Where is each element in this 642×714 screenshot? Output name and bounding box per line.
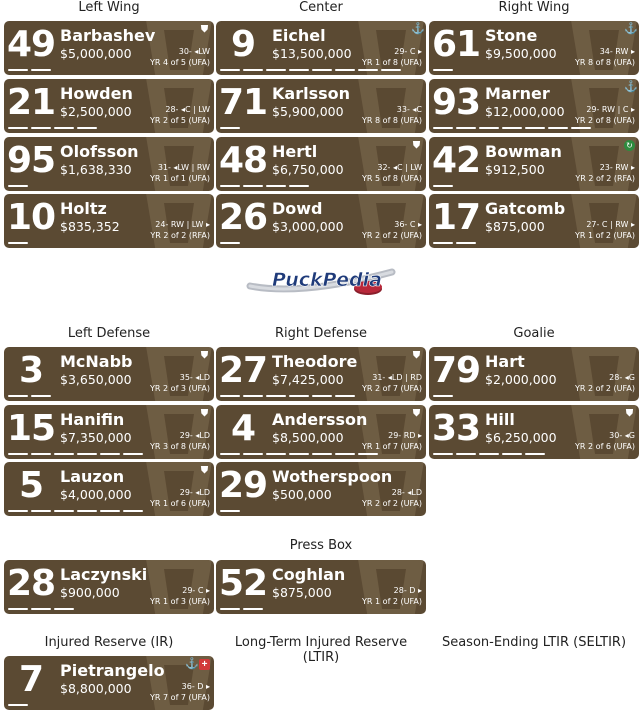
shield-icon: ⛊ bbox=[412, 350, 421, 361]
section-ir: Injured Reserve (IR) bbox=[44, 635, 174, 650]
age-position: 33- ◂C bbox=[396, 105, 422, 114]
contract-year-bar bbox=[243, 185, 263, 187]
player-name: Dowd bbox=[272, 199, 323, 218]
player-salary: $8,800,000 bbox=[60, 681, 132, 696]
player-number: 93 bbox=[431, 82, 481, 123]
contract-years: YR 4 of 5 (UFA) bbox=[150, 58, 210, 67]
player-card[interactable] bbox=[216, 347, 426, 401]
section-goalie: Goalie bbox=[513, 326, 555, 341]
contract-year-bar bbox=[433, 185, 453, 187]
contract-year-bar bbox=[433, 453, 453, 455]
player-name: Hill bbox=[485, 410, 515, 429]
contract-year-bar bbox=[312, 453, 332, 455]
contract-year-bar bbox=[54, 608, 74, 610]
contract-year-bar bbox=[243, 69, 263, 71]
contract-year-bar bbox=[289, 453, 309, 455]
player-salary: $5,000,000 bbox=[60, 46, 132, 61]
contract-year-bars bbox=[220, 608, 263, 611]
player-salary: $2,000,000 bbox=[485, 372, 557, 387]
medical-cross-icon: + bbox=[199, 659, 210, 670]
age-position: 28- ◂G bbox=[609, 373, 635, 382]
age-position: 30- ◂G bbox=[609, 431, 635, 440]
age-position: 31- ◂LD | RD bbox=[372, 373, 422, 382]
age-position: 29- RW | C ▸ bbox=[586, 105, 635, 114]
age-position: 34- RW ▸ bbox=[599, 47, 635, 56]
contract-year-bars bbox=[220, 453, 378, 456]
contract-year-bars bbox=[433, 185, 453, 188]
section-left-wing: Left Wing bbox=[78, 0, 140, 15]
contract-year-bar bbox=[548, 127, 568, 129]
player-name: Olofsson bbox=[60, 142, 139, 161]
player-number: 52 bbox=[218, 563, 268, 604]
player-name: Coghlan bbox=[272, 565, 346, 584]
player-name: Stone bbox=[485, 26, 538, 45]
contract-year-bar bbox=[8, 453, 28, 455]
player-salary: $12,000,000 bbox=[485, 104, 565, 119]
player-card[interactable] bbox=[216, 137, 426, 191]
section-seltir: Season-Ending LTIR (SELTIR) bbox=[441, 635, 627, 650]
player-salary: $3,000,000 bbox=[272, 219, 344, 234]
contract-year-bar bbox=[220, 69, 240, 71]
age-position: 29- ◂LD bbox=[179, 431, 210, 440]
contract-year-bars bbox=[220, 69, 401, 72]
contract-meta bbox=[150, 372, 210, 394]
section-right-wing: Right Wing bbox=[498, 0, 570, 15]
section-center: Center bbox=[299, 0, 343, 15]
contract-year-bar bbox=[31, 395, 51, 397]
age-position: 29- C ▸ bbox=[394, 47, 422, 56]
contract-year-bar bbox=[266, 453, 286, 455]
contract-meta bbox=[150, 219, 210, 241]
contract-year-bars bbox=[220, 127, 240, 130]
player-card[interactable] bbox=[216, 560, 426, 614]
contract-years: YR 2 of 3 (UFA) bbox=[150, 384, 210, 393]
contract-years: YR 2 of 2 (RFA) bbox=[575, 174, 635, 183]
player-number: 42 bbox=[431, 140, 481, 181]
age-position: 30- ◂LW bbox=[178, 47, 210, 56]
contract-years: YR 2 of 7 (UFA) bbox=[362, 384, 422, 393]
contract-year-bar bbox=[220, 608, 240, 610]
contract-years: YR 1 of 2 (UFA) bbox=[575, 231, 635, 240]
player-card[interactable] bbox=[429, 79, 639, 133]
player-number: 48 bbox=[218, 140, 268, 181]
section-ltir: Long-Term Injured Reserve (LTIR) bbox=[234, 635, 408, 665]
player-name: Hart bbox=[485, 352, 525, 371]
contract-meta bbox=[150, 681, 210, 703]
player-salary: $6,250,000 bbox=[485, 430, 557, 445]
player-salary: $1,638,330 bbox=[60, 162, 132, 177]
player-name: Eichel bbox=[272, 26, 326, 45]
contract-year-bars bbox=[433, 242, 476, 245]
contract-year-bars bbox=[8, 242, 28, 245]
contract-years: YR 3 of 8 (UFA) bbox=[150, 442, 210, 451]
age-position: 29- RD ▸ bbox=[388, 431, 422, 440]
contract-year-bars bbox=[433, 453, 545, 456]
player-card[interactable] bbox=[216, 194, 426, 248]
player-name: Karlsson bbox=[272, 84, 350, 103]
contract-year-bar bbox=[525, 453, 545, 455]
player-name: Barbashev bbox=[60, 26, 156, 45]
contract-year-bar bbox=[433, 242, 453, 244]
contract-meta bbox=[150, 585, 210, 607]
contract-year-bar bbox=[8, 242, 28, 244]
age-position: 31- ◂LW | RW bbox=[157, 163, 210, 172]
age-position: 23- RW ▸ bbox=[599, 163, 635, 172]
player-number: 5 bbox=[18, 465, 44, 506]
player-number: 9 bbox=[230, 24, 256, 65]
player-number: 79 bbox=[431, 350, 481, 391]
contract-years: YR 8 of 8 (UFA) bbox=[575, 58, 635, 67]
anchor-icon: ⚓ bbox=[411, 23, 425, 35]
player-salary: $9,500,000 bbox=[485, 46, 557, 61]
player-card[interactable] bbox=[4, 347, 214, 401]
player-salary: $2,500,000 bbox=[60, 104, 132, 119]
player-name: Bowman bbox=[485, 142, 562, 161]
player-salary: $8,500,000 bbox=[272, 430, 344, 445]
contract-years: YR 1 of 8 (UFA) bbox=[362, 58, 422, 67]
contract-year-bar bbox=[220, 242, 240, 244]
contract-year-bar bbox=[289, 395, 309, 397]
player-name: Lauzon bbox=[60, 467, 125, 486]
contract-year-bar bbox=[31, 127, 51, 129]
age-position: 36- D ▸ bbox=[181, 682, 210, 691]
player-number: 26 bbox=[218, 197, 268, 238]
age-position: 35- ◂LD bbox=[179, 373, 210, 382]
player-card[interactable] bbox=[216, 405, 426, 459]
player-salary: $7,350,000 bbox=[60, 430, 132, 445]
contract-year-bar bbox=[8, 185, 28, 187]
shield-icon: ⛊ bbox=[200, 350, 209, 361]
contract-year-bar bbox=[479, 453, 499, 455]
age-position: 24- RW | LW ▸ bbox=[155, 220, 210, 229]
contract-meta bbox=[575, 104, 635, 126]
contract-year-bar bbox=[220, 395, 240, 397]
contract-years: YR 2 of 2 (UFA) bbox=[362, 499, 422, 508]
anchor-icon: ⚓ bbox=[185, 658, 199, 670]
player-card[interactable] bbox=[429, 21, 639, 75]
contract-year-bars bbox=[8, 704, 28, 707]
age-position: 36- C ▸ bbox=[394, 220, 422, 229]
contract-year-bar bbox=[123, 453, 143, 455]
player-card[interactable] bbox=[4, 194, 214, 248]
player-card[interactable] bbox=[4, 79, 214, 133]
contract-year-bars bbox=[220, 242, 240, 245]
player-number: 27 bbox=[218, 350, 268, 391]
green-arrow-icon: ↻ bbox=[624, 140, 635, 151]
player-salary: $835,352 bbox=[60, 219, 120, 234]
contract-year-bar bbox=[54, 510, 74, 512]
player-number: 29 bbox=[218, 465, 268, 506]
contract-year-bars bbox=[8, 395, 51, 398]
contract-meta bbox=[150, 162, 210, 184]
player-name: Hertl bbox=[272, 142, 318, 161]
player-card[interactable] bbox=[429, 405, 639, 459]
contract-year-bar bbox=[335, 395, 355, 397]
player-card[interactable] bbox=[4, 405, 214, 459]
contract-meta bbox=[575, 46, 635, 68]
player-number: 15 bbox=[6, 408, 56, 449]
player-name: Theodore bbox=[272, 352, 358, 371]
player-number: 17 bbox=[431, 197, 481, 238]
contract-year-bar bbox=[502, 453, 522, 455]
contract-year-bar bbox=[31, 608, 51, 610]
contract-year-bar bbox=[31, 453, 51, 455]
contract-years: YR 8 of 8 (UFA) bbox=[362, 116, 422, 125]
contract-meta bbox=[150, 430, 210, 452]
contract-year-bar bbox=[266, 395, 286, 397]
contract-year-bar bbox=[8, 127, 28, 129]
shield-icon: ⛊ bbox=[412, 140, 421, 151]
player-card[interactable] bbox=[216, 462, 426, 516]
player-card[interactable] bbox=[4, 21, 214, 75]
player-number: 95 bbox=[6, 140, 56, 181]
contract-meta bbox=[575, 430, 635, 452]
contract-year-bar bbox=[456, 127, 476, 129]
contract-year-bar bbox=[220, 127, 240, 129]
contract-year-bar bbox=[358, 453, 378, 455]
shield-icon: ⛊ bbox=[200, 24, 209, 35]
contract-year-bar bbox=[243, 453, 263, 455]
player-name: Laczynski bbox=[60, 565, 148, 584]
contract-meta bbox=[362, 104, 422, 126]
contract-year-bar bbox=[54, 453, 74, 455]
player-card[interactable] bbox=[4, 137, 214, 191]
player-card[interactable] bbox=[429, 347, 639, 401]
contract-years: YR 2 of 8 (UFA) bbox=[575, 116, 635, 125]
contract-year-bar bbox=[8, 510, 28, 512]
shield-icon: ⛊ bbox=[412, 408, 421, 419]
contract-meta bbox=[362, 162, 422, 184]
contract-year-bar bbox=[100, 453, 120, 455]
contract-year-bar bbox=[312, 69, 332, 71]
player-salary: $4,000,000 bbox=[60, 487, 132, 502]
contract-meta bbox=[362, 585, 422, 607]
contract-year-bar bbox=[220, 185, 240, 187]
player-salary: $912,500 bbox=[485, 162, 545, 177]
contract-meta bbox=[575, 219, 635, 241]
contract-year-bar bbox=[571, 127, 591, 129]
shield-icon: ⛊ bbox=[625, 408, 634, 419]
contract-years: YR 1 of 6 (UFA) bbox=[150, 499, 210, 508]
contract-meta bbox=[150, 46, 210, 68]
age-position: 27- C | RW ▸ bbox=[586, 220, 635, 229]
contract-years: YR 1 of 2 (UFA) bbox=[362, 597, 422, 606]
contract-year-bar bbox=[381, 69, 401, 71]
contract-year-bars bbox=[8, 510, 143, 513]
contract-year-bar bbox=[243, 608, 263, 610]
contract-year-bars bbox=[433, 127, 591, 130]
player-number: 61 bbox=[431, 24, 481, 65]
player-name: Gatcomb bbox=[485, 199, 566, 218]
player-card[interactable] bbox=[4, 462, 214, 516]
contract-years: YR 2 of 2 (UFA) bbox=[362, 231, 422, 240]
contract-year-bar bbox=[312, 395, 332, 397]
contract-year-bar bbox=[77, 127, 97, 129]
contract-year-bar bbox=[220, 453, 240, 455]
contract-year-bars bbox=[8, 185, 28, 188]
player-number: 49 bbox=[6, 24, 56, 65]
contract-years: YR 5 of 8 (UFA) bbox=[362, 174, 422, 183]
player-card[interactable] bbox=[429, 137, 639, 191]
contract-year-bars bbox=[8, 453, 143, 456]
contract-year-bar bbox=[456, 453, 476, 455]
contract-year-bar bbox=[433, 127, 453, 129]
shield-icon: ⛊ bbox=[200, 408, 209, 419]
section-left-defense: Left Defense bbox=[67, 326, 151, 341]
anchor-icon: ⚓ bbox=[624, 23, 638, 35]
contract-year-bar bbox=[358, 69, 378, 71]
player-name: Holtz bbox=[60, 199, 107, 218]
player-salary: $3,650,000 bbox=[60, 372, 132, 387]
contract-years: YR 7 of 7 (UFA) bbox=[150, 693, 210, 702]
contract-year-bar bbox=[8, 704, 28, 706]
player-number: 4 bbox=[230, 408, 256, 449]
svg-text:PuckPedia: PuckPedia bbox=[272, 269, 382, 291]
age-position: 29- ◂LD bbox=[179, 488, 210, 497]
contract-year-bars bbox=[433, 69, 453, 72]
contract-meta bbox=[362, 372, 422, 394]
contract-year-bars bbox=[8, 69, 51, 72]
contract-year-bar bbox=[31, 510, 51, 512]
contract-year-bar bbox=[77, 510, 97, 512]
contract-meta bbox=[362, 430, 422, 452]
contract-year-bar bbox=[8, 395, 28, 397]
contract-year-bar bbox=[8, 69, 28, 71]
player-salary: $6,750,000 bbox=[272, 162, 344, 177]
player-number: 10 bbox=[6, 197, 56, 238]
contract-year-bar bbox=[502, 127, 522, 129]
age-position: 28- ◂C | LW bbox=[165, 105, 210, 114]
age-position: 28- ◂LD bbox=[391, 488, 422, 497]
player-card[interactable] bbox=[216, 21, 426, 75]
section-right-defense: Right Defense bbox=[275, 326, 367, 341]
contract-year-bar bbox=[289, 69, 309, 71]
player-card[interactable] bbox=[429, 194, 639, 248]
contract-year-bar bbox=[335, 453, 355, 455]
contract-year-bars bbox=[8, 608, 74, 611]
contract-year-bar bbox=[77, 453, 97, 455]
player-salary: $500,000 bbox=[272, 487, 332, 502]
contract-years: YR 1 of 1 (UFA) bbox=[150, 174, 210, 183]
contract-year-bar bbox=[220, 510, 240, 512]
contract-year-bar bbox=[335, 69, 355, 71]
contract-year-bar bbox=[243, 395, 263, 397]
age-position: 32- ◂C | LW bbox=[377, 163, 422, 172]
player-name: Marner bbox=[485, 84, 550, 103]
player-salary: $875,000 bbox=[272, 585, 332, 600]
age-position: 29- C ▸ bbox=[182, 586, 210, 595]
player-name: McNabb bbox=[60, 352, 133, 371]
player-number: 33 bbox=[431, 408, 481, 449]
contract-years: YR 1 of 7 (UFA) bbox=[362, 442, 422, 451]
player-salary: $5,900,000 bbox=[272, 104, 344, 119]
contract-year-bar bbox=[123, 510, 143, 512]
contract-year-bar bbox=[433, 395, 453, 397]
player-card[interactable] bbox=[4, 656, 214, 710]
player-salary: $900,000 bbox=[60, 585, 120, 600]
section-press-box: Press Box bbox=[289, 538, 353, 553]
contract-year-bar bbox=[100, 510, 120, 512]
contract-year-bar bbox=[479, 127, 499, 129]
shield-icon: ⛊ bbox=[200, 465, 209, 476]
contract-years: YR 2 of 2 (RFA) bbox=[150, 231, 210, 240]
contract-meta bbox=[362, 219, 422, 241]
player-card[interactable] bbox=[4, 560, 214, 614]
player-card[interactable] bbox=[216, 79, 426, 133]
player-name: Andersson bbox=[272, 410, 368, 429]
player-salary: $13,500,000 bbox=[272, 46, 352, 61]
contract-meta bbox=[362, 487, 422, 509]
player-name: Howden bbox=[60, 84, 133, 103]
contract-year-bar bbox=[8, 608, 28, 610]
contract-year-bar bbox=[289, 185, 309, 187]
player-number: 71 bbox=[218, 82, 268, 123]
player-name: Wotherspoon bbox=[272, 467, 393, 486]
contract-year-bar bbox=[31, 69, 51, 71]
age-position: 28- D ▸ bbox=[393, 586, 422, 595]
contract-meta bbox=[362, 46, 422, 68]
contract-year-bar bbox=[433, 69, 453, 71]
player-name: Pietrangelo bbox=[60, 661, 165, 680]
contract-year-bars bbox=[220, 395, 355, 398]
player-number: 3 bbox=[18, 350, 44, 391]
player-number: 21 bbox=[6, 82, 56, 123]
player-salary: $875,000 bbox=[485, 219, 545, 234]
contract-meta bbox=[150, 487, 210, 509]
player-number: 28 bbox=[6, 563, 56, 604]
player-name: Hanifin bbox=[60, 410, 125, 429]
contract-years: YR 1 of 3 (UFA) bbox=[150, 597, 210, 606]
contract-meta bbox=[575, 372, 635, 394]
contract-years: YR 2 of 5 (UFA) bbox=[150, 116, 210, 125]
player-salary: $7,425,000 bbox=[272, 372, 344, 387]
contract-year-bar bbox=[266, 185, 286, 187]
contract-year-bars bbox=[433, 395, 453, 398]
contract-years: YR 2 of 6 (UFA) bbox=[575, 442, 635, 451]
contract-year-bars bbox=[220, 510, 240, 513]
contract-year-bar bbox=[266, 69, 286, 71]
contract-year-bars bbox=[220, 185, 309, 188]
contract-meta bbox=[150, 104, 210, 126]
contract-year-bars bbox=[8, 127, 97, 130]
contract-years: YR 2 of 2 (UFA) bbox=[575, 384, 635, 393]
contract-year-bar bbox=[456, 242, 476, 244]
contract-year-bar bbox=[54, 127, 74, 129]
contract-meta bbox=[575, 162, 635, 184]
contract-year-bar bbox=[525, 127, 545, 129]
puckpedia-logo[interactable] bbox=[242, 262, 400, 300]
player-number: 7 bbox=[18, 659, 44, 700]
anchor-icon: ⚓ bbox=[624, 81, 638, 93]
